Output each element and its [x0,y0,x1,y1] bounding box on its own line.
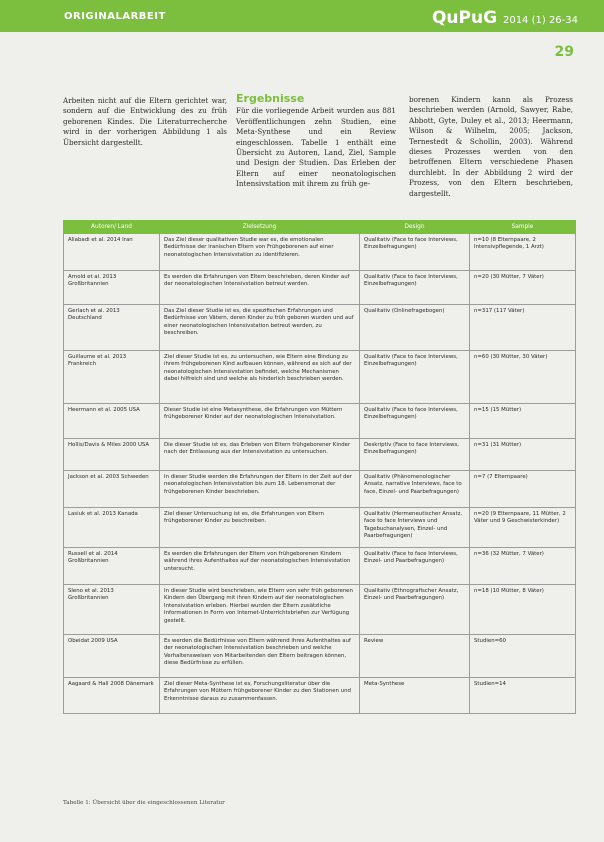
section-label: ORIGINALARBEIT [64,11,166,22]
objective-cell: Es werden die Erfahrungen von Eltern beschrieben, deren Kinder auf der neonatologischen Intensivstation betreut werden. [160,271,360,305]
sample-cell: Studien=60 [470,635,576,678]
objective-cell: Die dieser Studie ist es, das Erleben von Eltern frühgeborener Kinder nach der Entlassung aus der Intensivstation zu untersuchen. [160,439,360,471]
authors-cell: Sleno et al. 2013 Großbritannien [64,585,160,635]
table-row [64,678,576,714]
design-cell: Review [360,635,470,678]
column-3-text: borenen Kindern kann als Prozess beschrieben werden (Arnold, Sawyer, Rabe, Abbott, Gyte, Duley et al., 2013; Heermann, Wilson & Wilhelm, 2005; Jackson, Ternestedt & Schollin, 2003). Während dieses Prozesses werden von den betroffenen Eltern verschiedene Phasen durchlebt. In der Abbildung 2 wird der Prozess, von den Eltern beschrieben, dargestellt. [409,95,573,198]
table-row [64,271,576,305]
table-row [64,471,576,508]
table-header-row [64,221,576,234]
objective-cell: Das Ziel dieser qualitativen Studie war es, die emotionalen Bedürfnisse der iranischen Eltern von Frühgeborenen auf einer neonatologischen Intensivstation zu identifizieren. [160,234,360,271]
authors-cell: Aagaard & Hall 2008 Dänemark [64,678,160,714]
authors-cell: Heermann et al. 2005 USA [64,404,160,439]
table-row [64,404,576,439]
authors-cell: Gerlach et al. 2013 Deutschland [64,305,160,351]
table-row [64,635,576,678]
design-cell: Qualitativ (Ethnografischer Ansatz, Einzel- und Paarbefragungen) [360,585,470,635]
objective-cell: Ziel dieser Studie ist es, zu untersuchen, wie Eltern eine Bindung zu ihrem frühgeborenen Kind aufbauen können, während es sich auf der neonatologischen Intensivstation befindet, welche Mechanismen dabei hilfreich sind und welche als hinderlich beschrieben werden. [160,351,360,404]
design-cell: Qualitativ (Face to face Interviews, Einzelbefragungen) [360,404,470,439]
text-column-1 [63,96,227,148]
objective-cell: In dieser Studie wird beschrieben, wie Eltern von sehr früh geborenen Kindern den Übergang mit ihren Kindern auf der neonatologischen Intensivstation erleben. Hierbei wurden der Eltern zusätzliche Informationen in Form von Internet-Unterrichtsbriefen zur Verfügung gestellt. [160,585,360,635]
objective-cell: Dieser Studie ist eine Metasynthese, die Erfahrungen von Müttern frühgeborener Kinder auf der neonatologischen Intensivstation. [160,404,360,439]
sample-cell: n=7 (7 Elternpaare) [470,471,576,508]
table-row [64,548,576,585]
design-cell: Meta-Synthese [360,678,470,714]
design-cell: Qualitativ (Hermeneutischer Ansatz, face to face Interviews und Tagebuchanalysen, Einzel- und Paarbefragungen) [360,508,470,548]
objective-cell: In dieser Studie werden die Erfahrungen der Eltern in der Zeit auf der neonatologischen Intensivstation bis zum 18. Lebensmonat der frühgeborenen Kinder beschrieben. [160,471,360,508]
table-row [64,234,576,271]
sample-cell: n=15 (15 Mütter) [470,404,576,439]
design-cell: Qualitativ (Face to face Interviews, Einzelbefragungen) [360,271,470,305]
authors-cell: Guillaume et al. 2013 Frankreich [64,351,160,404]
text-column-2 [236,94,396,190]
header-bar [0,0,604,32]
design-cell: Qualitativ (Phänomenologischer Ansatz, narrative Interviews, face to face, Einzel- und Paarbefragungen) [360,471,470,508]
objective-cell: Ziel dieser Meta-Synthese ist es, Forschungsliteratur über die Erfahrungen von Müttern frühgeborener Kinder zu den Stationen und Erkenntnisse daraus zu zusammenfassen. [160,678,360,714]
header-objective: Zielsetzung [160,221,360,234]
column-1-text: Arbeiten nicht auf die Eltern gerichtet war, sondern auf die Entwicklung des zu früh geborenen Kindes. Die Literaturrecherche wird in der vorherigen Abbildung 1 als Übersicht dargestellt. [63,96,227,147]
sample-cell: n=317 (117 Väter) [470,305,576,351]
design-cell: Qualitativ (Face to face Interviews, Einzelbefragungen) [360,351,470,404]
table-row [64,351,576,404]
text-column-3 [409,95,573,199]
sample-cell: n=31 (31 Mütter) [470,439,576,471]
sample-cell: Studien=14 [470,678,576,714]
authors-cell: Jackson et al. 2003 Schweden [64,471,160,508]
header-design: Design [360,221,470,234]
table-row [64,508,576,548]
table-row [64,305,576,351]
sample-cell: n=18 (10 Mütter, 8 Väter) [470,585,576,635]
authors-cell: Aliabadi et al. 2014 Iran [64,234,160,271]
journal-name: QuPuG [431,8,498,28]
authors-cell: Hollis/Davis & Miles 2000 USA [64,439,160,471]
journal-title [432,8,578,28]
design-cell: Qualitativ (Face to face Interviews, Einzelbefragungen) [360,234,470,271]
sample-cell: n=10 (8 Elternpaare, 2 Intensivpflegende, 1 Arzt) [470,234,576,271]
page-number: 29 [554,44,574,60]
journal-issue: 2014 (1) 26-34 [502,15,578,26]
authors-cell: Russell et al. 2014 Großbritannien [64,548,160,585]
sample-cell: n=36 (32 Mütter, 7 Väter) [470,548,576,585]
results-heading: Ergebnisse [236,92,305,105]
header-authors: Autoren/ Land [64,221,160,234]
design-cell: Deskriptiv (Face to face Interviews, Einzelbefragungen) [360,439,470,471]
design-cell: Qualitativ (Onlinefragebogen) [360,305,470,351]
objective-cell: Es werden die Erfahrungen der Eltern von frühgeborenen Kindern während ihres Aufenthaltes auf der neonatologischen Intensivstation untersucht. [160,548,360,585]
objective-cell: Es werden die Bedürfnisse von Eltern während ihres Aufenthaltes auf der neonatologischen Intensivstation beschrieben und welche Verhaltensweisen von Mitarbeitenden den Eltern beitragen können, diese Bedürfnisse zu erfüllen. [160,635,360,678]
table-caption: Tabelle 1: Übersicht über die eingeschlossenen Literatur [63,800,225,806]
table-row [64,439,576,471]
sample-cell: n=20 (9 Elternpaare, 11 Mütter, 2 Väter und 9 Geschwisterkinder) [470,508,576,548]
objective-cell: Das Ziel dieser Studie ist es, die spezifischen Erfahrungen und Bedürfnisse von Vätern, deren Kinder zu früh geboren wurden und auf einer neonatologischen Intensivstation betreut werden, zu beschreiben. [160,305,360,351]
studies-table [63,220,576,714]
authors-cell: Lasiuk et al. 2013 Kanada [64,508,160,548]
column-2-text: Für die vorliegende Arbeit wurden aus 881 Veröffentlichungen zehn Studien, eine Meta-Synthese und ein Review eingeschlossen. Tabelle 1 enthält eine Übersicht zu Autoren, Land, Ziel, Sample und Design der Studien. Das Erleben der Eltern auf einer neonatologischen Intensivstation mit ihrem zu früh ge- [236,106,396,189]
header-sample: Sample [470,221,576,234]
objective-cell: Ziel dieser Untersuchung ist es, die Erfahrungen von Eltern frühgeborener Kinder zu beschreiben. [160,508,360,548]
authors-cell: Arnold et al. 2013 Großbritannien [64,271,160,305]
sample-cell: n=60 (30 Mütter, 30 Väter) [470,351,576,404]
sample-cell: n=20 (30 Mütter, 7 Väter) [470,271,576,305]
table-row [64,585,576,635]
design-cell: Qualitativ (Face to face Interviews, Einzel- und Paarbefragungen) [360,548,470,585]
authors-cell: Obeidat 2009 USA [64,635,160,678]
